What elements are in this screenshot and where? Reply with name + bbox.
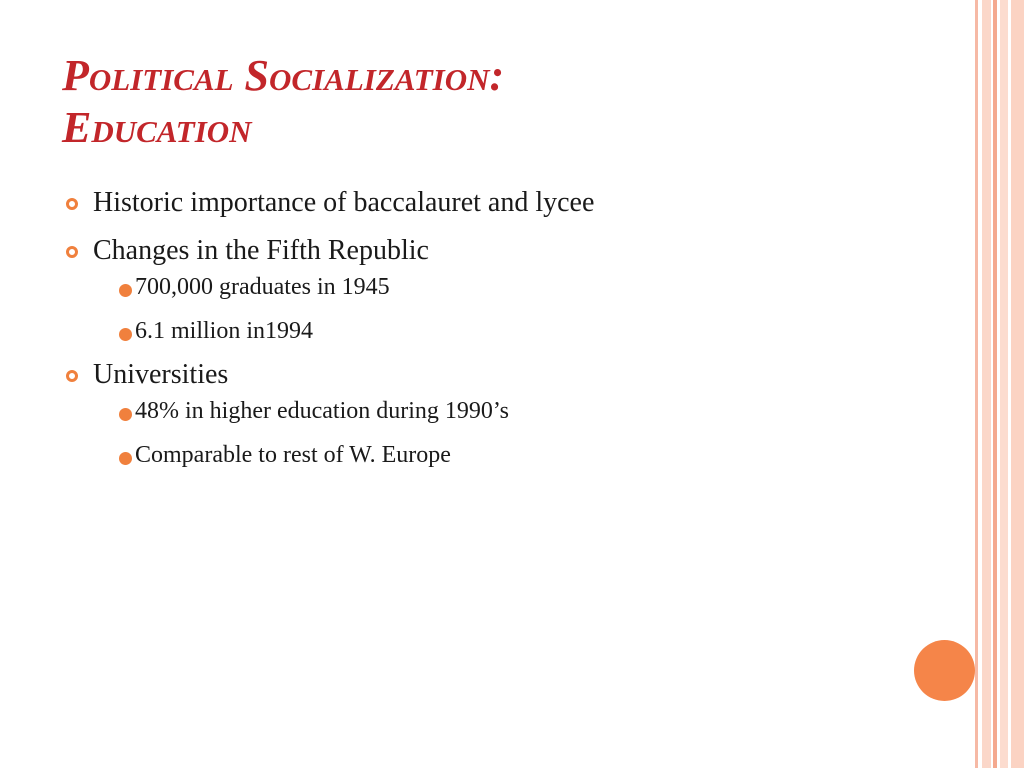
bullet-item (66, 234, 946, 346)
bullet-text: Universities (93, 359, 229, 390)
dot-bullet-icon (119, 452, 132, 465)
bullet-text: Changes in the Fifth Republic (93, 235, 429, 266)
bullet-item (66, 358, 946, 470)
bullet-item (66, 186, 946, 220)
sub-bullet-item (93, 272, 946, 302)
dot-bullet-icon (119, 328, 132, 341)
decorative-stripe (982, 0, 991, 768)
decorative-stripe (1000, 0, 1008, 768)
sub-bullet-list (93, 272, 946, 346)
ring-bullet-icon (66, 370, 78, 382)
bullet-text: Historic importance of baccalauret and lycee (93, 187, 595, 218)
ring-bullet-icon (66, 198, 78, 210)
dot-bullet-icon (119, 284, 132, 297)
sub-bullet-item (93, 396, 946, 426)
sub-bullet-text: 700,000 graduates in 1945 (135, 274, 390, 300)
sub-bullet-text: 48% in higher education during 1990’s (135, 398, 509, 424)
sub-bullet-item (93, 316, 946, 346)
ring-bullet-icon (66, 246, 78, 258)
slide-title (62, 50, 942, 154)
decorative-stripe (975, 0, 978, 768)
sub-bullet-item (93, 440, 946, 470)
slide-title-line-2: Education (62, 103, 252, 152)
accent-circle (914, 640, 975, 701)
sub-bullet-text: Comparable to rest of W. Europe (135, 442, 451, 468)
decorative-stripe (1011, 0, 1024, 768)
decorative-stripe (993, 0, 997, 768)
slide-title-line-1: Political Socialization: (62, 51, 505, 100)
bullet-list (66, 186, 946, 482)
dot-bullet-icon (119, 408, 132, 421)
sub-bullet-text: 6.1 million in1994 (135, 318, 314, 344)
sub-bullet-list (93, 396, 946, 470)
